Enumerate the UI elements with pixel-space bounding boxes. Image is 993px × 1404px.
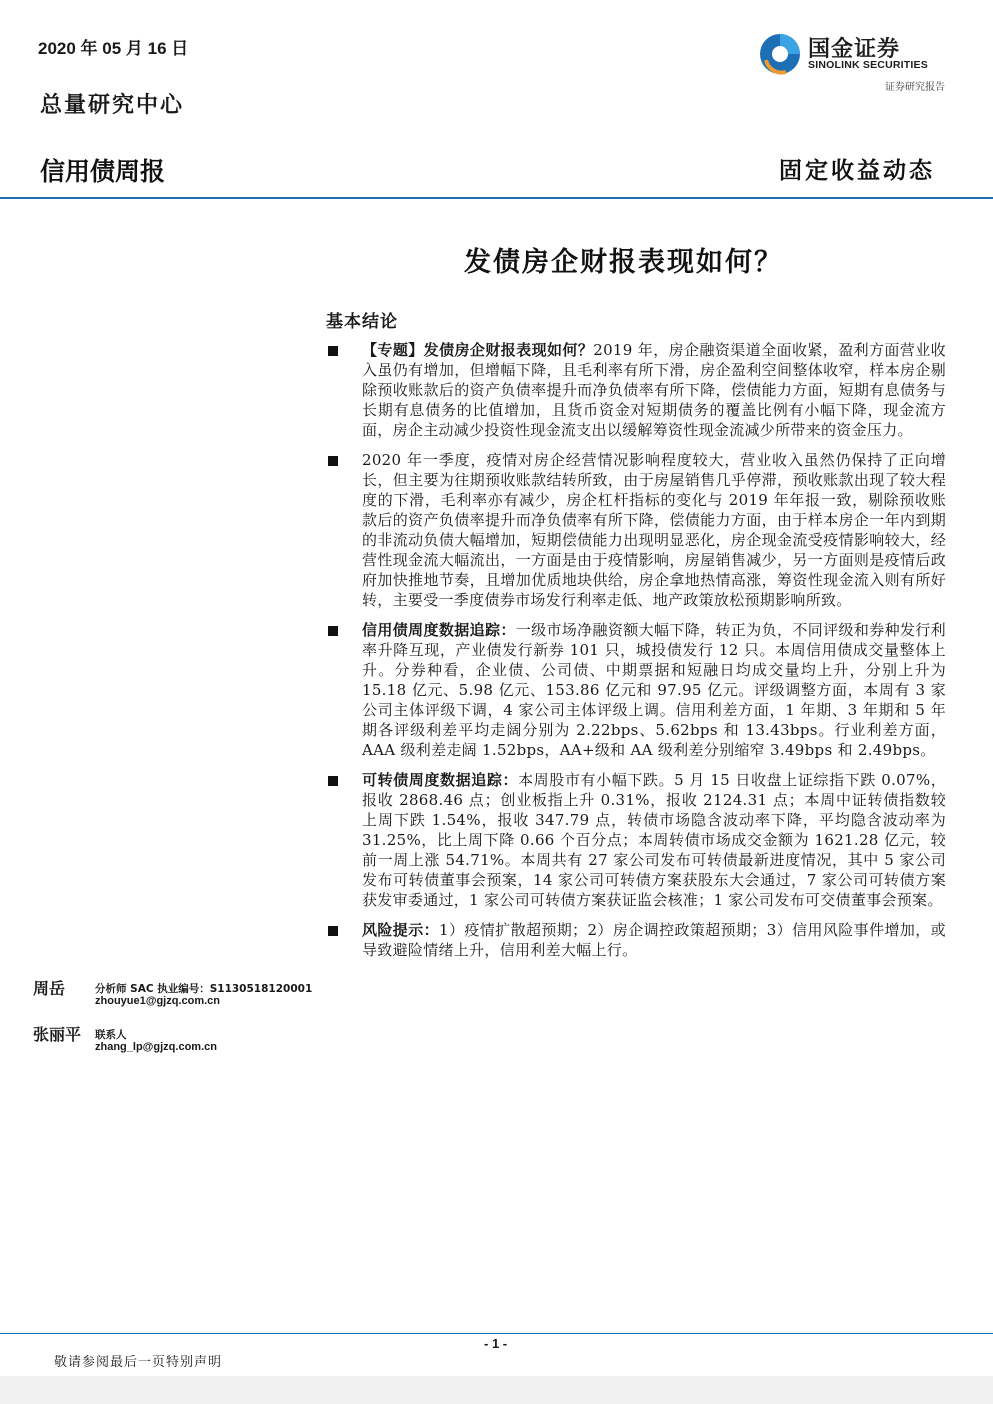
- disclaimer: 敬请参阅最后一页特别声明: [54, 1355, 223, 1370]
- paragraph-text: 本周股市有小幅下跌。5 月 15 日收盘上证综指下跌 0.07%，报收 2868.46 点；创业板指上升 0.31%，报收 2124.31 点；本周中证转债指数较上周下跌 1.54%，报收 347.79 点，转债市场隐含波动率下降，平均隐含波动率为 31.25%，比上周下降 0.66 个百分点；本周转债市场成交金额为 1621.28 亿元，较前一周上涨 54.71%。本周共有 27 家公司发布可转债最新进度情况，其中 5 家公司发布可转债董事会预案，14 家公司可转债方案获股东大会通过，7 家公司可转债方案获发审委通过，1 家公司可转债方案获证监会核准；1 家公司发布可交债董事会预案。: [362, 771, 946, 909]
- paragraph-lead: 【专题】发债房企财报表现如何？: [362, 341, 594, 359]
- list-item: [326, 770, 946, 910]
- paragraph: [362, 340, 946, 440]
- square-bullet-icon: [328, 346, 338, 356]
- paragraph: [362, 770, 946, 910]
- square-bullet-icon: [328, 926, 338, 936]
- analyst-name: 周岳: [33, 979, 66, 998]
- paragraph-lead: 可转债周度数据追踪：: [362, 771, 519, 789]
- page-number: - 1 -: [484, 1336, 508, 1351]
- brand-subtitle: 证券研究报告: [885, 82, 945, 93]
- analyst-email: zhang_lp@gjzq.com.cn: [95, 1041, 217, 1053]
- paragraph: [362, 620, 946, 760]
- list-item: [326, 340, 946, 440]
- analyst-email: zhouyue1@gjzq.com.cn: [95, 995, 221, 1007]
- square-bullet-icon: [328, 776, 338, 786]
- paragraph-text: 一级市场净融资额大幅下降，转正为负，不同评级和券种发行利率升降互现，产业债发行新券 101 只，城投债发行 12 只。本周信用债成交量整体上升。分券种看，企业债、公司债、中期票据和短融日均成交量均上升，分别上升为 15.18 亿元、5.98 亿元、153.86 亿元和 97.95 亿元。评级调整方面，本周有 3 家公司主体评级下调，4 家公司主体评级上调。信用利差方面，1 年期、3 年期和 5 年期各评级利差平均走阔分别为 2.22bps、5.62bps 和 13.43bps。行业利差方面，AAA 级利差走阔 1.52bps，AA+级和 AA 级利差分别缩窄 3.49bps 和 2.49bps。: [362, 621, 946, 759]
- conclusion-list: [326, 340, 946, 970]
- analyst-role: 联系人: [95, 1029, 127, 1041]
- footer-band: [0, 1376, 993, 1404]
- department-name: 总量研究中心: [40, 92, 185, 118]
- square-bullet-icon: [328, 626, 338, 636]
- report-date: 2020 年 05 月 16 日: [38, 39, 189, 58]
- page-title: 发债房企财报表现如何？: [464, 247, 783, 278]
- paragraph-text: 2019 年，房企融资渠道全面收紧，盈利方面营业收入虽仍有增加，但增幅下降，且毛利率有所下滑，房企盈利空间整体收窄，样本房企剔除预收账款后的资产负债率提升而净负债率有所下降，偿债能力方面，短期有息债务与长期有息债务的比值增加，且货币资金对短期债务的覆盖比例有小幅下降，现金流方面，房企主动减少投资性现金流支出以缓解筹资性现金流减少所带来的资金压力。: [362, 341, 946, 439]
- footer-divider: [0, 1333, 993, 1334]
- report-category: 固定收益动态: [779, 157, 935, 184]
- report-type: 信用债周报: [40, 157, 166, 186]
- paragraph: [362, 920, 946, 960]
- brand-name-cn: 国金证券: [808, 37, 901, 62]
- paragraph-text: 1）疫情扩散超预期；2）房企调控政策超预期；3）信用风险事件增加，或导致避险情绪上升，信用利差大幅上行。: [362, 921, 946, 959]
- paragraph-lead: 风险提示：: [362, 921, 440, 939]
- header-divider: [0, 197, 993, 199]
- analyst-role: 分析师 SAC 执业编号：S1130518120001: [95, 983, 313, 995]
- paragraph-text: 2020 年一季度，疫情对房企经营情况影响程度较大，营业收入虽然仍保持了正向增长，但主要为往期预收账款结转所致，由于房屋销售几乎停滞，预收账款出现了较大程度的下滑，毛利率亦有减少，房企杠杆指标的变化与 2019 年年报一致，剔除预收账款后的资产负债率提升而净负债率有所下降，偿债能力方面，由于样本房企一年内到期的非流动负债大幅增加，短期偿债能力出现明显恶化，房企现金流受疫情影响较大，经营性现金流大幅流出，一方面是由于疫情影响，房屋销售减少，另一方面则是疫情后政府加快推地节奏，且增加优质地块供给，房企拿地热情高涨，筹资性现金流入则有所好转，主要受一季度债券市场发行利率走低、地产政策放松预期影响所致。: [362, 451, 946, 609]
- analyst-name: 张丽平: [33, 1025, 82, 1044]
- paragraph: [362, 450, 946, 610]
- list-item: [326, 450, 946, 610]
- list-item: [326, 920, 946, 960]
- square-bullet-icon: [328, 456, 338, 466]
- list-item: [326, 620, 946, 760]
- paragraph-lead: 信用债周度数据追踪：: [362, 621, 516, 639]
- section-title: 基本结论: [326, 312, 398, 332]
- brand-name-en: SINOLINK SECURITIES: [808, 59, 928, 71]
